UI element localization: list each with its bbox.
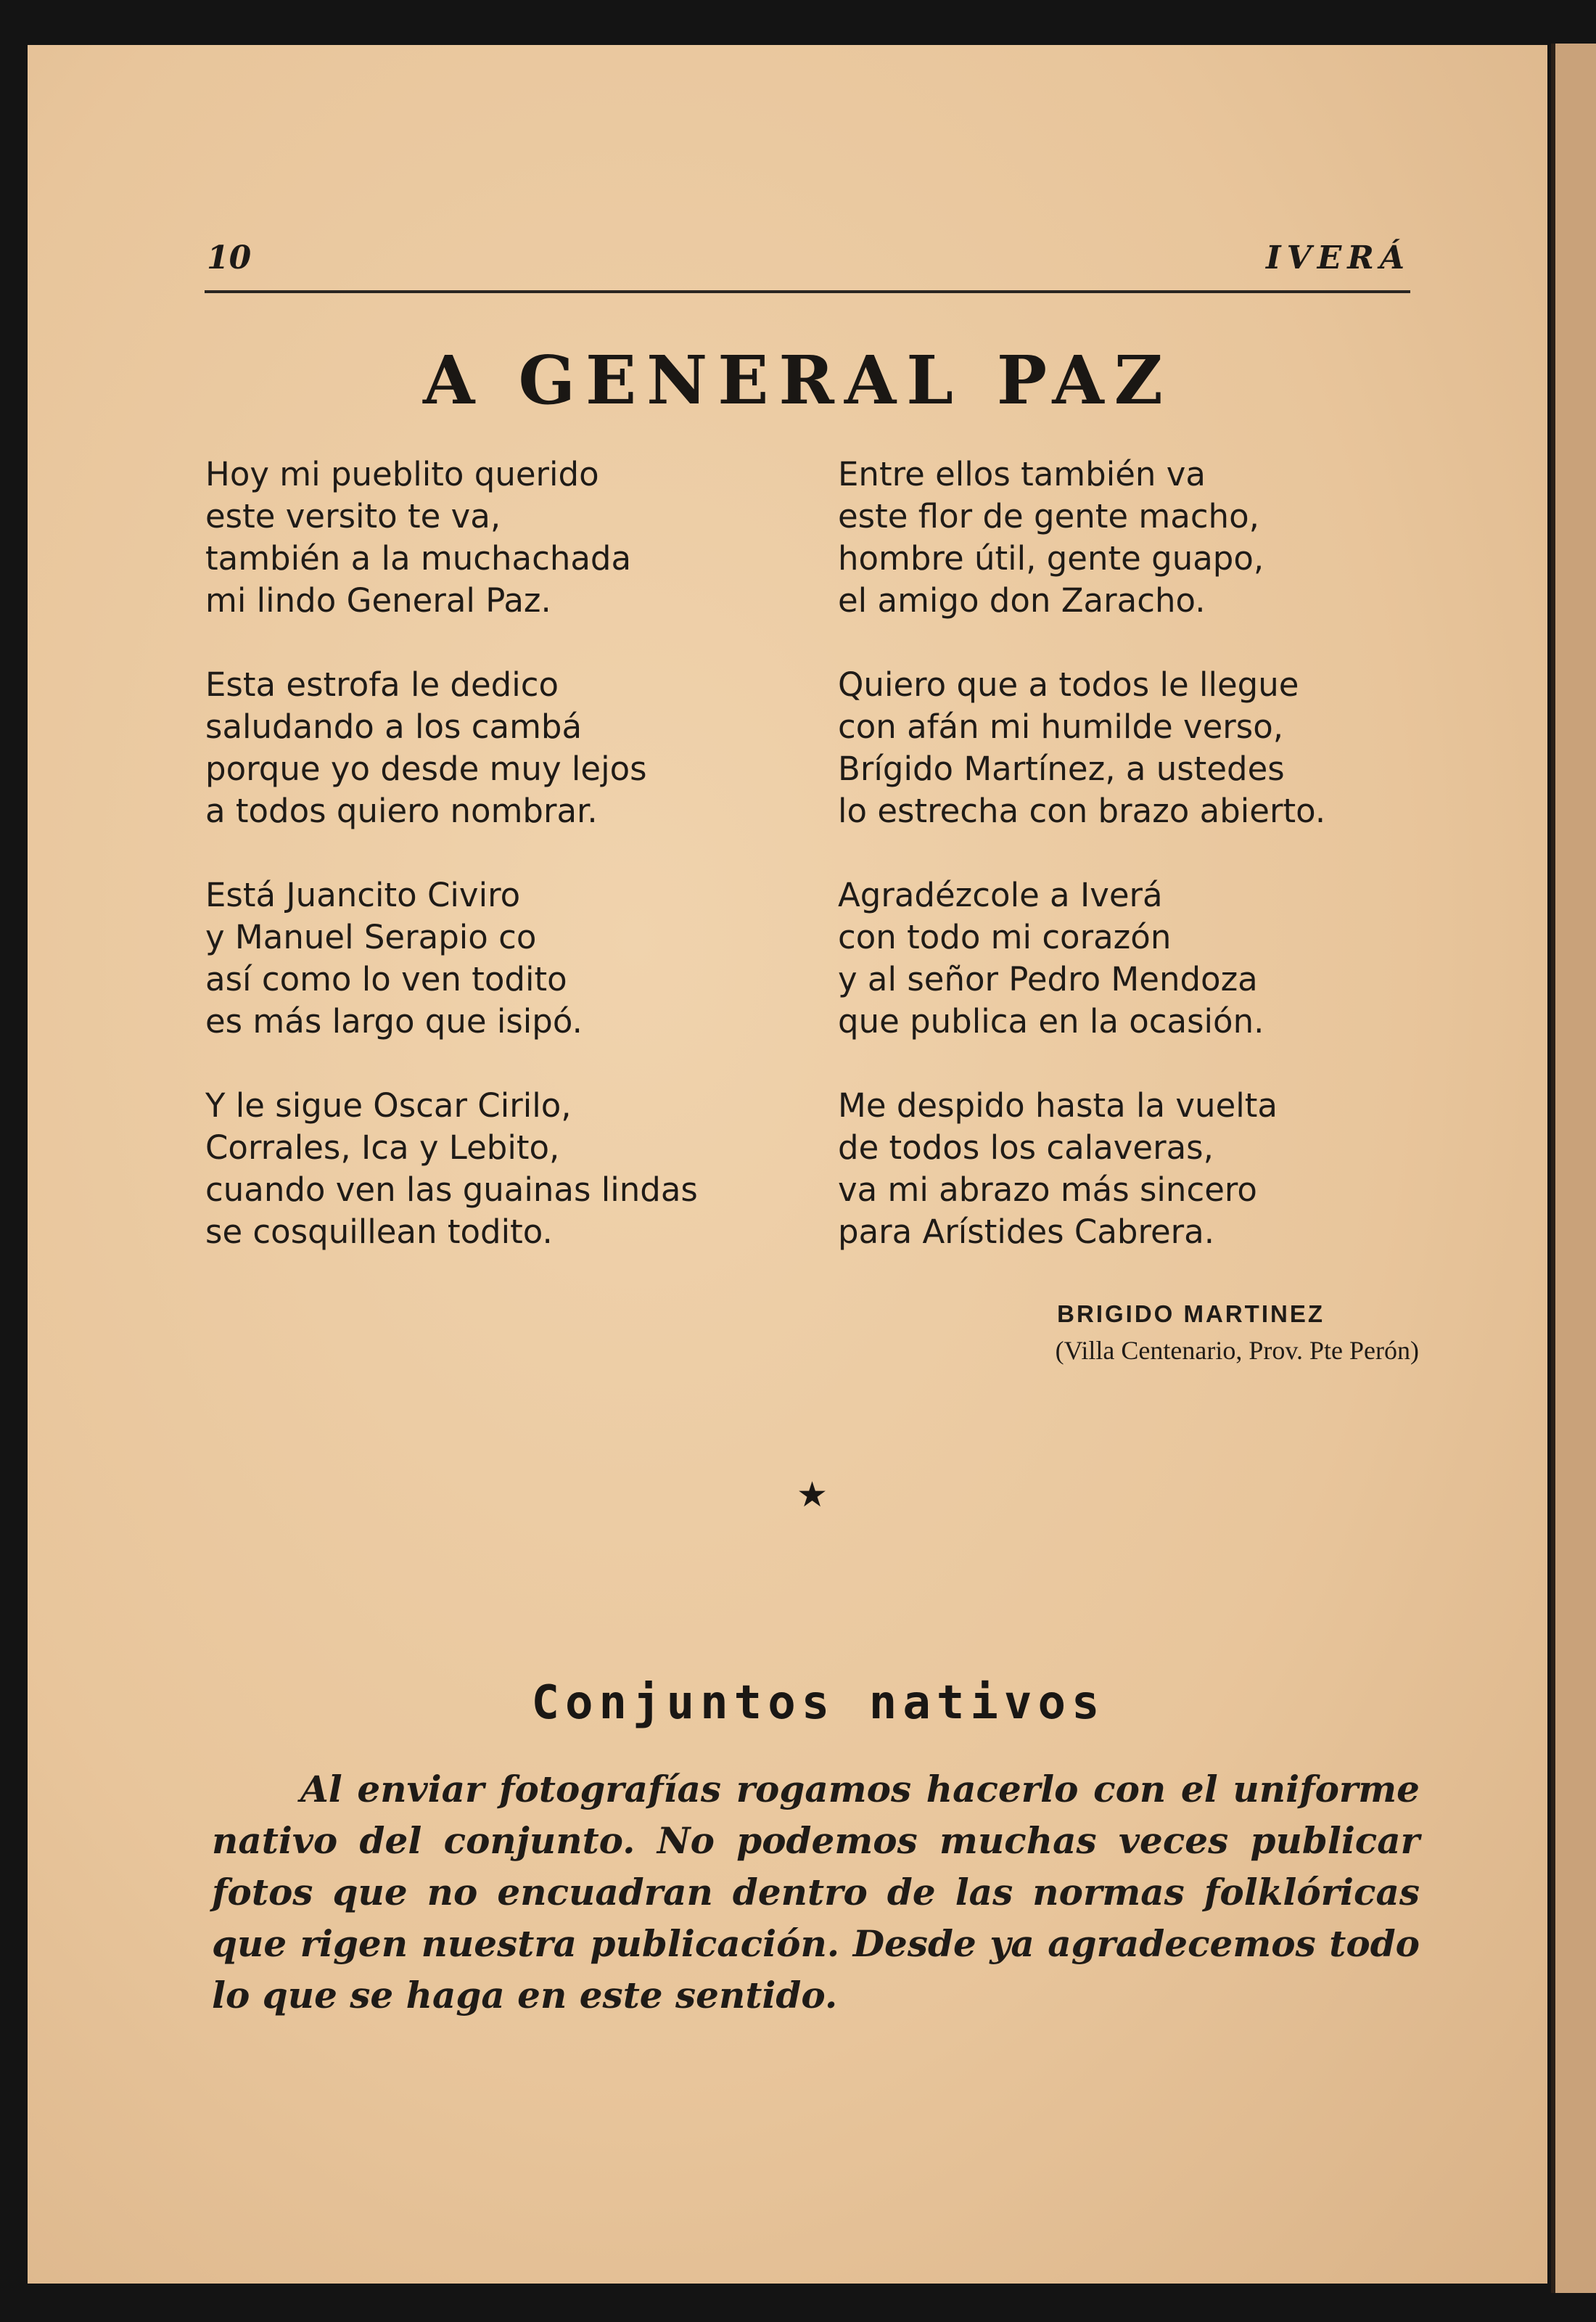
stanza [838,874,1325,1043]
verse-line: Está Juancito Civiro [205,876,521,914]
poem-title: A GENERAL PAZ [423,341,1173,419]
verse-line: Me despido hasta la vuelta [838,1086,1278,1125]
poem-author: BRIGIDO MARTINEZ [1057,1300,1325,1327]
stanza [838,1085,1325,1253]
verse-line: Entre ellos también va [838,455,1206,493]
verse-line: de todos los calaveras, [838,1128,1214,1167]
magazine-name: IVERÁ [1266,239,1410,276]
verse-line: con afán mi humilde verso, [838,707,1284,746]
poem-right-column [838,454,1325,1295]
verse-line: Brígido Martínez, a ustedes [838,750,1285,788]
verse-line: Quiero que a todos le llegue [838,665,1299,704]
verse-line: cuando ven las guainas lindas [205,1170,698,1209]
verse-line: va mi abrazo más sincero [838,1170,1257,1209]
verse-line: porque yo desde muy lejos [205,750,647,788]
notice-body: Al enviar fotografías rogamos hacerlo con el uniforme nativo del conjunto. No podemos muchas veces publicar fotos que no encuadran dentro de las normas folklóricas que rigen nuestra publicación. Desde ya agradecemos todo lo que se haga en este sentido. [212,1768,1420,2017]
verse-line: mi lindo General Paz. [205,581,551,620]
verse-line: lo estrecha con brazo abierto. [838,792,1326,830]
notice-title: Conjuntos nativos [531,1676,1106,1730]
stanza [205,664,698,832]
page-number: 10 [207,239,252,276]
verse-line: así como lo ven todito [205,960,567,998]
verse-line: se cosquillean todito. [205,1213,553,1251]
verse-line: también a la muchachada [205,539,632,578]
verse-line: para Arístides Cabrera. [838,1213,1215,1251]
verse-line: este versito te va, [205,497,501,536]
verse-line: Hoy mi pueblito querido [205,455,599,493]
stanza [205,1085,698,1253]
author-location: (Villa Centenario, Prov. Pte Perón) [1055,1336,1419,1365]
stanza [838,664,1325,832]
poem-left-column [205,454,698,1295]
verse-line: Corrales, Ica y Lebito, [205,1128,560,1167]
star-separator-icon: ★ [797,1474,828,1515]
verse-line: y al señor Pedro Mendoza [838,960,1258,998]
verse-line: Y le sigue Oscar Cirilo, [205,1086,572,1125]
verse-line: saludando a los cambá [205,707,583,746]
verse-line: el amigo don Zaracho. [838,581,1206,620]
verse-line: hombre útil, gente guapo, [838,539,1264,578]
verse-line: y Manuel Serapio co [205,918,537,956]
stanza [205,874,698,1043]
stanza [838,454,1325,622]
verse-line: con todo mi corazón [838,918,1172,956]
header-rule [205,290,1410,293]
verse-line: Esta estrofa le dedico [205,665,559,704]
verse-line: a todos quiero nombrar. [205,792,598,830]
verse-line: es más largo que isipó. [205,1002,583,1041]
verse-line: este flor de gente macho, [838,497,1259,536]
verse-line: Agradézcole a Iverá [838,876,1163,914]
verse-line: que publica en la ocasión. [838,1002,1264,1041]
stanza [205,454,698,622]
